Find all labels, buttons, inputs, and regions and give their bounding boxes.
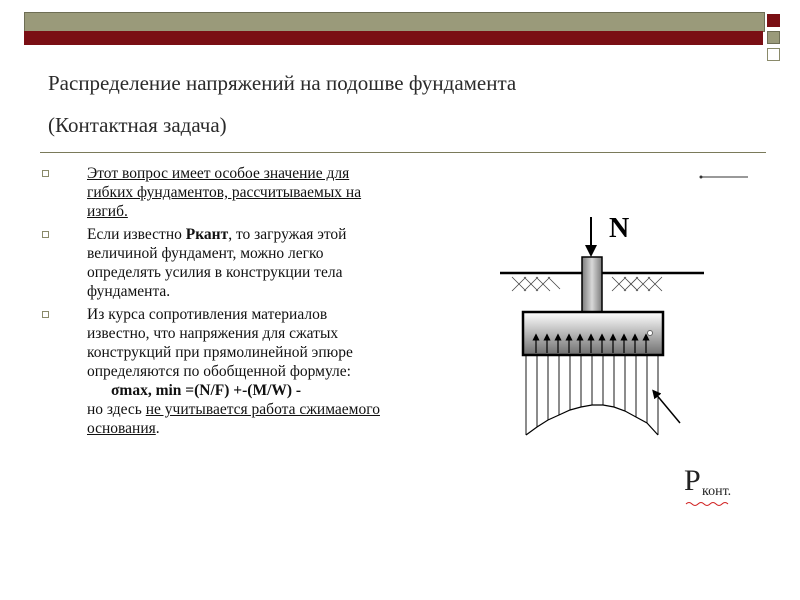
spellcheck-underline [686, 503, 728, 506]
bullet-item-1 [38, 164, 388, 221]
bullet-item-3 [38, 305, 388, 438]
bullet-2-bold-term: Ркант [185, 226, 229, 243]
bullet-3-tail-underlined: не учитывается работа сжимаемого основания [87, 401, 380, 437]
title-line-1: Распределение напряжений на подошве фундамента [48, 71, 517, 95]
bullet-3-text: Из курса сопротивления материалов известно, что напряжения для сжатых конструкций при прямолинейной эпюре определяются по обобщенной формуле: [87, 306, 353, 380]
load-arrow-head [585, 245, 597, 257]
foundation-slab [523, 312, 663, 355]
title-line-2: (Контактная задача) [48, 113, 227, 137]
bullet-2-text-end: , то загружая этой величиной фундамент, можно легко определять усилия в конструкции тела фундамента. [87, 226, 347, 300]
header-bar-red [24, 31, 763, 45]
pressure-label-main: P [684, 464, 701, 497]
corner-square-red [767, 14, 780, 27]
foundation-column [582, 257, 602, 312]
foundation-diagram [490, 165, 760, 515]
bullet-3-tail [87, 400, 388, 438]
pressure-label-sub: конт. [702, 484, 732, 499]
bullet-3-tail-start: но здесь [87, 401, 146, 418]
soil-hatch-left [512, 277, 560, 291]
corner-square-white [767, 48, 780, 61]
slab-marker [648, 331, 653, 336]
bullet-item-2 [38, 225, 388, 301]
pointer-dot [700, 176, 703, 179]
stress-epure [526, 355, 658, 435]
bullet-3-tail-end: . [155, 420, 160, 437]
load-label-n: N [609, 213, 630, 244]
bullet-list [38, 164, 388, 442]
title-divider [40, 152, 766, 153]
soil-hatch-right [612, 277, 662, 291]
bullet-2-text-start: Если известно [87, 226, 186, 243]
pressure-pointer-arrow [655, 393, 680, 423]
slide-title [48, 62, 748, 146]
header-bar-olive [24, 12, 765, 32]
square-bullet-icon [42, 311, 49, 318]
square-bullet-icon [42, 231, 49, 238]
square-bullet-icon [42, 170, 49, 177]
corner-square-olive [767, 31, 780, 44]
bullet-1-text: Этот вопрос имеет особое значение для гибких фундаментов, рассчитываемых на изгиб. [87, 165, 362, 220]
stress-formula: σmax, min =(N/F) +-(M/W) - [111, 382, 302, 399]
